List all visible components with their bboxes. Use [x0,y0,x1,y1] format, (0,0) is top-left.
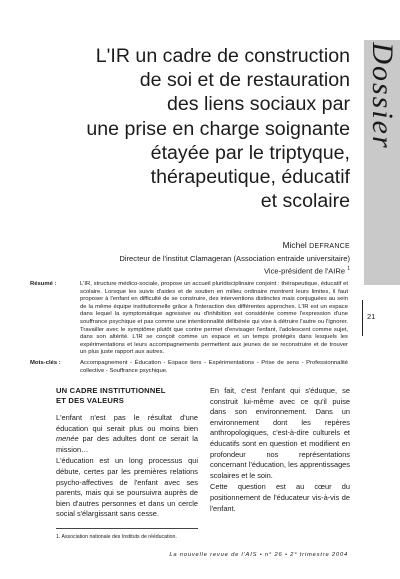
keywords-label: Mots-clés : [30,359,61,366]
left-column [56,386,198,521]
author-block [100,240,350,277]
author-name [100,240,350,253]
article-title [20,44,350,213]
author-first-name: Michel [282,240,307,250]
page-number-block [362,300,375,336]
abstract [30,281,348,375]
title-line: de soi et de restauration [139,69,350,92]
right-paragraph-2: Cette question est au cœur du positionnement de l'éducateur vis-à-vis de l'enfant. [210,482,350,513]
page-number: 21 [367,312,376,321]
title-line: étayée par le triptyque, [150,141,350,164]
footnote-rule [56,528,198,529]
section-title [56,386,198,406]
summary-text: L'IR, structure médico-sociale, propose un accueil pluridisciplinaire conjoint : thérapeutique, éducatif et scolaire. Lorsque les suivis d'aides et de soutien en milieu ordinaire montrent leurs limites, il faut proposer à l'enfant en difficulté de se construire, des interventions distinctes mais conjuguées au sein de la même équipe institutionnelle grâce à l'interaction des différentes approches. L'IR est un espace dans lequel la symptomatique agressive ou d'inhibition est considérée comme l'expression d'une souffrance psychique et pas comme une intentionnalité délibérée qui vise à détruire l'autre ou l'ignorer. Travailler avec le symptôme plutôt que contre permet d'envisager l'enfant, l'adolescent comme sujet, dans son altérité. L'IR se conçoit comme un espace et un temps protégés dans lesquels les expérimentations et leurs accompagnements permettent aux jeunes de se reconstruire et de trouver un plus juste rapport aux autres. [80,281,348,356]
summary-row [30,281,348,357]
footnote: 1. Association nationale des Instituts de rééducation. [56,534,177,540]
left-paragraph-2: L'éducation est un long processus qui débute, certes par les premières relations psycho-affectives de l'enfant avec ses parents, mais qui se poursuivra auprès de bien d'autres personnes et dans un cercle social s'élargissant sans cesse. [56,456,198,519]
title-line: des liens sociaux par [167,93,350,116]
author-role-line2: Vice-président de l'AIRe [264,266,346,276]
footnote-ref: 1 [347,266,350,272]
summary-label: Résumé : [30,281,57,287]
dossier-label: Dossier [366,42,399,150]
right-paragraph-1: En fait, c'est l'enfant qui s'éduque, se construit lui-même avec ce qu'il puise dans son environnement. Dans un environnement dont les repères anthropologiques, c'est-à-dire culturels et éducatifs sont en question et modifient en profondeur nos représentations concernant l'éducation, les apprentissages scolaires et le soin. [210,386,350,480]
title-line: une prise en charge soignante [86,117,350,140]
section-title-line1: UN CADRE INSTITUTIONNEL [56,386,166,395]
title-line: L'IR un cadre de construction [95,45,350,67]
left-paragraph-1: L'enfant n'est pas le résultat d'une éducation qui serait plus ou moins bien menée par des adultes dont ce serait la mission… [56,413,198,454]
title-line: thérapeutique, éducatif [150,166,350,189]
keywords-text: Accompagnement - Éducation - Espace tiers - Expérimentations - Prise de sens - Professionnalité collective - Souffrance psychique. [80,359,348,374]
keywords-row [30,360,348,375]
author-role-line1: Directeur de l'institut Clamageran (Association entraide universitaire) [119,253,350,263]
journal-footer: La nouvelle revue de l'AIS • n° 26 • 2° trimestre 2004 [169,552,348,558]
right-column [210,386,350,515]
title-line: et scolaire [260,190,350,213]
section-title-line2: ET DES VALEURS [56,396,125,405]
emphasis: menée [56,434,79,444]
author-last-name: DEFRANCE [309,243,350,250]
